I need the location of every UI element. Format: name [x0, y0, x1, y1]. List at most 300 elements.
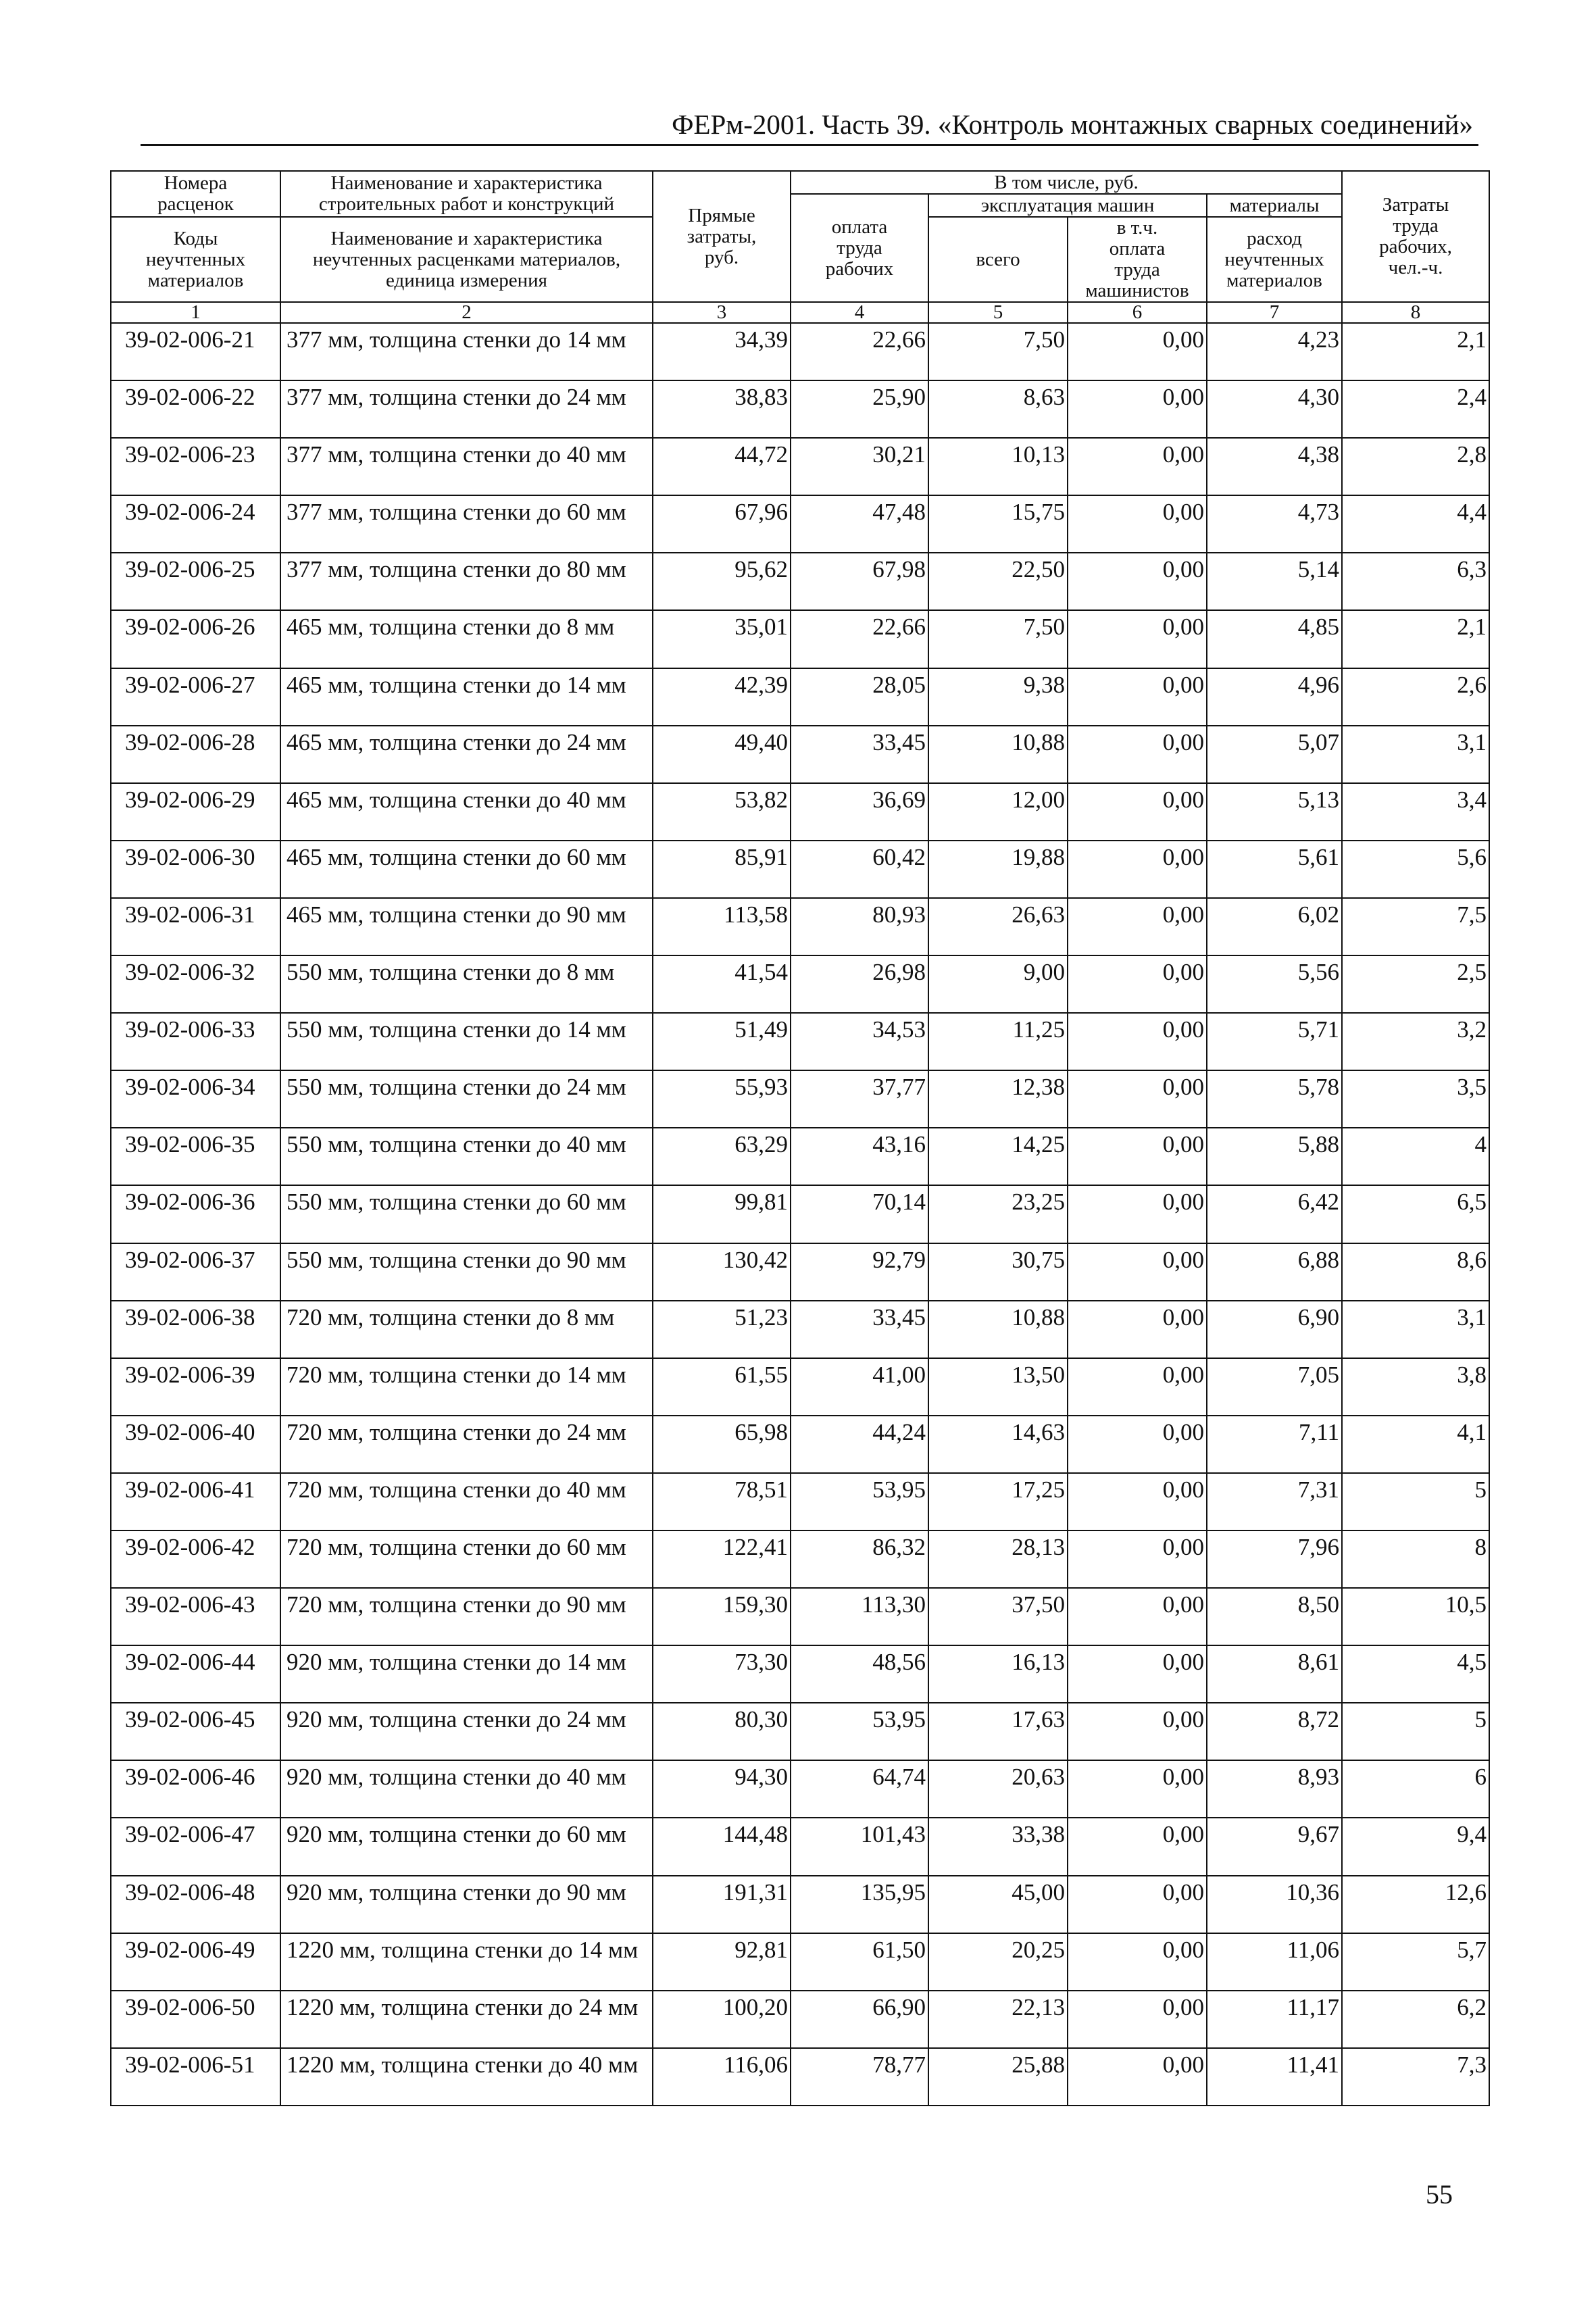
materials-value: 5,56 [1207, 955, 1342, 1013]
direct-costs-value: 53,82 [653, 783, 791, 841]
work-description: 920 мм, толщина стенки до 24 мм [280, 1703, 653, 1760]
work-description: 550 мм, толщина стенки до 24 мм [280, 1070, 653, 1128]
machinists-pay-value: 0,00 [1068, 553, 1207, 610]
table-row [111, 726, 1489, 783]
labor-value: 6 [1342, 1760, 1489, 1818]
machinists-pay-value: 0,00 [1068, 438, 1207, 495]
machines-cost-value: 30,75 [928, 1243, 1068, 1301]
header-including: В том числе, руб. [791, 171, 1342, 194]
table-row [111, 898, 1489, 955]
header-workers-pay [791, 194, 928, 302]
workers-pay-value: 34,53 [791, 1013, 928, 1070]
table-row [111, 1473, 1489, 1530]
column-number: 8 [1342, 302, 1489, 323]
labor-value: 3,4 [1342, 783, 1489, 841]
header-line: Коды [173, 227, 218, 249]
header-materials: материалы [1207, 194, 1342, 217]
materials-value: 8,50 [1207, 1588, 1342, 1645]
header-machinists-pay [1068, 217, 1207, 302]
header-line: труда [1114, 259, 1160, 280]
header-line: Наименование и характеристика [330, 172, 603, 194]
rate-code: 39-02-006-30 [111, 841, 280, 898]
column-number: 5 [928, 302, 1068, 323]
work-description: 377 мм, толщина стенки до 60 мм [280, 495, 653, 553]
machinists-pay-value: 0,00 [1068, 783, 1207, 841]
machines-cost-value: 10,88 [928, 726, 1068, 783]
table-row [111, 1588, 1489, 1645]
header-line: строительных работ и конструкций [318, 193, 615, 215]
machines-cost-value: 9,00 [928, 955, 1068, 1013]
machines-cost-value: 45,00 [928, 1876, 1068, 1933]
header-line: в т.ч. [1116, 217, 1158, 239]
header-machines-total: всего [928, 217, 1068, 302]
table-row [111, 1358, 1489, 1416]
labor-value: 2,4 [1342, 380, 1489, 438]
machinists-pay-value: 0,00 [1068, 1876, 1207, 1933]
machinists-pay-value: 0,00 [1068, 1588, 1207, 1645]
workers-pay-value: 80,93 [791, 898, 928, 955]
direct-costs-value: 80,30 [653, 1703, 791, 1760]
machinists-pay-value: 0,00 [1068, 898, 1207, 955]
rate-code: 39-02-006-51 [111, 2048, 280, 2106]
machines-cost-value: 13,50 [928, 1358, 1068, 1416]
machines-cost-value: 12,38 [928, 1070, 1068, 1128]
machines-cost-value: 7,50 [928, 323, 1068, 380]
rate-code: 39-02-006-49 [111, 1933, 280, 1991]
table-row [111, 783, 1489, 841]
header-line: неучтенных [145, 248, 246, 270]
work-description: 720 мм, толщина стенки до 40 мм [280, 1473, 653, 1530]
table-row [111, 955, 1489, 1013]
column-number: 4 [791, 302, 928, 323]
direct-costs-value: 73,30 [653, 1645, 791, 1703]
machines-cost-value: 37,50 [928, 1588, 1068, 1645]
rate-code: 39-02-006-21 [111, 323, 280, 380]
direct-costs-value: 63,29 [653, 1128, 791, 1185]
rate-code: 39-02-006-23 [111, 438, 280, 495]
labor-value: 3,8 [1342, 1358, 1489, 1416]
work-description: 920 мм, толщина стенки до 40 мм [280, 1760, 653, 1818]
rate-code: 39-02-006-22 [111, 380, 280, 438]
header-line: Затраты [1382, 194, 1449, 216]
table-row [111, 1760, 1489, 1818]
work-description: 720 мм, толщина стенки до 8 мм [280, 1301, 653, 1358]
direct-costs-value: 191,31 [653, 1876, 791, 1933]
direct-costs-value: 122,41 [653, 1530, 791, 1588]
labor-value: 5 [1342, 1473, 1489, 1530]
header-line: материалов [1226, 269, 1322, 291]
work-description: 720 мм, толщина стенки до 90 мм [280, 1588, 653, 1645]
header-line: труда [837, 237, 882, 259]
labor-value: 3,5 [1342, 1070, 1489, 1128]
header-direct-costs [653, 171, 791, 302]
workers-pay-value: 22,66 [791, 323, 928, 380]
column-number: 1 [111, 302, 280, 323]
header-line: руб. [704, 246, 739, 268]
table-row [111, 1301, 1489, 1358]
labor-value: 2,1 [1342, 323, 1489, 380]
rate-code: 39-02-006-39 [111, 1358, 280, 1416]
workers-pay-value: 92,79 [791, 1243, 928, 1301]
table-row [111, 1070, 1489, 1128]
rate-code: 39-02-006-36 [111, 1185, 280, 1243]
rate-code: 39-02-006-34 [111, 1070, 280, 1128]
machinists-pay-value: 0,00 [1068, 1301, 1207, 1358]
workers-pay-value: 60,42 [791, 841, 928, 898]
page-number: 55 [1426, 2179, 1453, 2210]
column-number: 6 [1068, 302, 1207, 323]
labor-value: 12,6 [1342, 1876, 1489, 1933]
direct-costs-value: 85,91 [653, 841, 791, 898]
table-row [111, 841, 1489, 898]
materials-value: 11,06 [1207, 1933, 1342, 1991]
labor-value: 7,3 [1342, 2048, 1489, 2106]
direct-costs-value: 65,98 [653, 1416, 791, 1473]
header-machines: эксплуатация машин [928, 194, 1207, 217]
labor-value: 6,2 [1342, 1991, 1489, 2048]
materials-value: 5,71 [1207, 1013, 1342, 1070]
rate-code: 39-02-006-35 [111, 1128, 280, 1185]
header-labor-costs [1342, 171, 1489, 302]
machinists-pay-value: 0,00 [1068, 955, 1207, 1013]
materials-value: 4,23 [1207, 323, 1342, 380]
machinists-pay-value: 0,00 [1068, 1185, 1207, 1243]
machinists-pay-value: 0,00 [1068, 1818, 1207, 1875]
materials-value: 5,07 [1207, 726, 1342, 783]
header-line: труда [1393, 215, 1439, 237]
machines-cost-value: 25,88 [928, 2048, 1068, 2106]
work-description: 465 мм, толщина стенки до 90 мм [280, 898, 653, 955]
work-description: 1220 мм, толщина стенки до 24 мм [280, 1991, 653, 2048]
direct-costs-value: 144,48 [653, 1818, 791, 1875]
table-row [111, 1243, 1489, 1301]
work-description: 920 мм, толщина стенки до 60 мм [280, 1818, 653, 1875]
table-row [111, 1818, 1489, 1875]
table-row [111, 1645, 1489, 1703]
machinists-pay-value: 0,00 [1068, 1358, 1207, 1416]
rate-code: 39-02-006-47 [111, 1818, 280, 1875]
workers-pay-value: 33,45 [791, 726, 928, 783]
labor-value: 4,4 [1342, 495, 1489, 553]
table-row [111, 1013, 1489, 1070]
header-material-names [280, 217, 653, 302]
table-row [111, 1416, 1489, 1473]
header-line: оплата [831, 216, 888, 238]
header-line: рабочих [825, 257, 894, 280]
header-line: единица измерения [386, 269, 547, 291]
rate-code: 39-02-006-43 [111, 1588, 280, 1645]
direct-costs-value: 116,06 [653, 2048, 791, 2106]
labor-value: 5,7 [1342, 1933, 1489, 1991]
workers-pay-value: 48,56 [791, 1645, 928, 1703]
labor-value: 7,5 [1342, 898, 1489, 955]
direct-costs-value: 130,42 [653, 1243, 791, 1301]
workers-pay-value: 66,90 [791, 1991, 928, 2048]
machines-cost-value: 7,50 [928, 610, 1068, 668]
table-header [111, 171, 1489, 323]
machines-cost-value: 8,63 [928, 380, 1068, 438]
labor-value: 8 [1342, 1530, 1489, 1588]
header-line: неучтенных [1224, 248, 1324, 270]
workers-pay-value: 113,30 [791, 1588, 928, 1645]
materials-value: 4,30 [1207, 380, 1342, 438]
machines-cost-value: 15,75 [928, 495, 1068, 553]
machinists-pay-value: 0,00 [1068, 1991, 1207, 2048]
machines-cost-value: 14,63 [928, 1416, 1068, 1473]
workers-pay-value: 26,98 [791, 955, 928, 1013]
table-row [111, 553, 1489, 610]
header-line: неучтенных расценками материалов, [312, 248, 621, 270]
labor-value: 5 [1342, 1703, 1489, 1760]
direct-costs-value: 44,72 [653, 438, 791, 495]
materials-value: 6,88 [1207, 1243, 1342, 1301]
materials-value: 5,88 [1207, 1128, 1342, 1185]
header-line: оплата [1109, 238, 1166, 259]
materials-value: 4,73 [1207, 495, 1342, 553]
materials-value: 8,61 [1207, 1645, 1342, 1703]
workers-pay-value: 41,00 [791, 1358, 928, 1416]
work-description: 465 мм, толщина стенки до 8 мм [280, 610, 653, 668]
materials-value: 6,02 [1207, 898, 1342, 955]
machines-cost-value: 12,00 [928, 783, 1068, 841]
header-materials-consumption [1207, 217, 1342, 302]
table-row [111, 1703, 1489, 1760]
table-row [111, 1530, 1489, 1588]
rate-code: 39-02-006-33 [111, 1013, 280, 1070]
work-description: 550 мм, толщина стенки до 8 мм [280, 955, 653, 1013]
materials-value: 5,14 [1207, 553, 1342, 610]
work-description: 1220 мм, толщина стенки до 40 мм [280, 2048, 653, 2106]
machines-cost-value: 22,50 [928, 553, 1068, 610]
machines-cost-value: 23,25 [928, 1185, 1068, 1243]
table-row [111, 438, 1489, 495]
direct-costs-value: 159,30 [653, 1588, 791, 1645]
machinists-pay-value: 0,00 [1068, 495, 1207, 553]
header-line: расценок [157, 193, 234, 215]
labor-value: 6,3 [1342, 553, 1489, 610]
rate-code: 39-02-006-26 [111, 610, 280, 668]
work-description: 720 мм, толщина стенки до 14 мм [280, 1358, 653, 1416]
machinists-pay-value: 0,00 [1068, 610, 1207, 668]
materials-value: 7,05 [1207, 1358, 1342, 1416]
direct-costs-value: 38,83 [653, 380, 791, 438]
materials-value: 6,42 [1207, 1185, 1342, 1243]
labor-value: 2,5 [1342, 955, 1489, 1013]
machinists-pay-value: 0,00 [1068, 1416, 1207, 1473]
labor-value: 4,5 [1342, 1645, 1489, 1703]
table-row [111, 610, 1489, 668]
column-number: 3 [653, 302, 791, 323]
work-description: 920 мм, толщина стенки до 14 мм [280, 1645, 653, 1703]
rate-code: 39-02-006-45 [111, 1703, 280, 1760]
workers-pay-value: 25,90 [791, 380, 928, 438]
table-row [111, 1933, 1489, 1991]
rate-code: 39-02-006-29 [111, 783, 280, 841]
machinists-pay-value: 0,00 [1068, 1645, 1207, 1703]
header-rule [141, 144, 1478, 146]
header-material-codes [111, 217, 280, 302]
machinists-pay-value: 0,00 [1068, 1473, 1207, 1530]
workers-pay-value: 70,14 [791, 1185, 928, 1243]
machines-cost-value: 20,25 [928, 1933, 1068, 1991]
work-description: 550 мм, толщина стенки до 40 мм [280, 1128, 653, 1185]
rate-code: 39-02-006-50 [111, 1991, 280, 2048]
labor-value: 2,8 [1342, 438, 1489, 495]
rate-code: 39-02-006-38 [111, 1301, 280, 1358]
rate-code: 39-02-006-41 [111, 1473, 280, 1530]
materials-value: 4,85 [1207, 610, 1342, 668]
machinists-pay-value: 0,00 [1068, 1530, 1207, 1588]
work-description: 550 мм, толщина стенки до 90 мм [280, 1243, 653, 1301]
header-rate-numbers [111, 171, 280, 217]
table-row [111, 495, 1489, 553]
table-row [111, 380, 1489, 438]
workers-pay-value: 101,43 [791, 1818, 928, 1875]
machines-cost-value: 17,63 [928, 1703, 1068, 1760]
work-description: 377 мм, толщина стенки до 14 мм [280, 323, 653, 380]
machinists-pay-value: 0,00 [1068, 1933, 1207, 1991]
workers-pay-value: 43,16 [791, 1128, 928, 1185]
labor-value: 9,4 [1342, 1818, 1489, 1875]
table-row [111, 1991, 1489, 2048]
workers-pay-value: 135,95 [791, 1876, 928, 1933]
column-number: 7 [1207, 302, 1342, 323]
direct-costs-value: 41,54 [653, 955, 791, 1013]
machines-cost-value: 10,88 [928, 1301, 1068, 1358]
header-line: затраты, [687, 225, 757, 247]
rate-code: 39-02-006-25 [111, 553, 280, 610]
header-work-name [280, 171, 653, 217]
machinists-pay-value: 0,00 [1068, 2048, 1207, 2106]
work-description: 377 мм, толщина стенки до 24 мм [280, 380, 653, 438]
work-description: 377 мм, толщина стенки до 40 мм [280, 438, 653, 495]
machines-cost-value: 33,38 [928, 1818, 1068, 1875]
labor-value: 4,1 [1342, 1416, 1489, 1473]
work-description: 465 мм, толщина стенки до 24 мм [280, 726, 653, 783]
rate-code: 39-02-006-46 [111, 1760, 280, 1818]
labor-value: 3,1 [1342, 726, 1489, 783]
workers-pay-value: 53,95 [791, 1703, 928, 1760]
materials-value: 5,61 [1207, 841, 1342, 898]
machinists-pay-value: 0,00 [1068, 726, 1207, 783]
materials-value: 5,78 [1207, 1070, 1342, 1128]
direct-costs-value: 67,96 [653, 495, 791, 553]
header-line: материалов [147, 269, 244, 291]
work-description: 377 мм, толщина стенки до 80 мм [280, 553, 653, 610]
workers-pay-value: 78,77 [791, 2048, 928, 2106]
labor-value: 8,6 [1342, 1243, 1489, 1301]
header-line: Прямые [688, 204, 755, 226]
direct-costs-value: 34,39 [653, 323, 791, 380]
header-line: машинистов [1085, 280, 1189, 301]
materials-value: 9,67 [1207, 1818, 1342, 1875]
work-description: 550 мм, толщина стенки до 60 мм [280, 1185, 653, 1243]
machinists-pay-value: 0,00 [1068, 841, 1207, 898]
machines-cost-value: 28,13 [928, 1530, 1068, 1588]
machinists-pay-value: 0,00 [1068, 323, 1207, 380]
materials-value: 10,36 [1207, 1876, 1342, 1933]
machinists-pay-value: 0,00 [1068, 1703, 1207, 1760]
header-line: Номера [164, 172, 228, 194]
table-row [111, 668, 1489, 726]
rate-code: 39-02-006-24 [111, 495, 280, 553]
work-description: 465 мм, толщина стенки до 40 мм [280, 783, 653, 841]
direct-costs-value: 100,20 [653, 1991, 791, 2048]
table-row [111, 1128, 1489, 1185]
labor-value: 2,6 [1342, 668, 1489, 726]
direct-costs-value: 49,40 [653, 726, 791, 783]
workers-pay-value: 28,05 [791, 668, 928, 726]
direct-costs-value: 42,39 [653, 668, 791, 726]
labor-value: 3,1 [1342, 1301, 1489, 1358]
labor-value: 3,2 [1342, 1013, 1489, 1070]
column-number-row [111, 302, 1489, 323]
materials-value: 8,93 [1207, 1760, 1342, 1818]
header-line: Наименование и характеристика [330, 227, 603, 249]
machinists-pay-value: 0,00 [1068, 668, 1207, 726]
workers-pay-value: 67,98 [791, 553, 928, 610]
rate-code: 39-02-006-31 [111, 898, 280, 955]
table-body [111, 323, 1489, 2106]
header-line: расход [1247, 227, 1302, 249]
materials-value: 8,72 [1207, 1703, 1342, 1760]
direct-costs-value: 95,62 [653, 553, 791, 610]
work-description: 550 мм, толщина стенки до 14 мм [280, 1013, 653, 1070]
column-number: 2 [280, 302, 653, 323]
rate-code: 39-02-006-28 [111, 726, 280, 783]
direct-costs-value: 35,01 [653, 610, 791, 668]
rates-table [110, 170, 1490, 2106]
work-description: 465 мм, толщина стенки до 14 мм [280, 668, 653, 726]
machinists-pay-value: 0,00 [1068, 1013, 1207, 1070]
machines-cost-value: 16,13 [928, 1645, 1068, 1703]
direct-costs-value: 61,55 [653, 1358, 791, 1416]
machines-cost-value: 26,63 [928, 898, 1068, 955]
workers-pay-value: 33,45 [791, 1301, 928, 1358]
machinists-pay-value: 0,00 [1068, 1128, 1207, 1185]
work-description: 720 мм, толщина стенки до 24 мм [280, 1416, 653, 1473]
machinists-pay-value: 0,00 [1068, 380, 1207, 438]
rate-code: 39-02-006-44 [111, 1645, 280, 1703]
workers-pay-value: 64,74 [791, 1760, 928, 1818]
rate-code: 39-02-006-37 [111, 1243, 280, 1301]
workers-pay-value: 86,32 [791, 1530, 928, 1588]
work-description: 1220 мм, толщина стенки до 14 мм [280, 1933, 653, 1991]
work-description: 720 мм, толщина стенки до 60 мм [280, 1530, 653, 1588]
rate-code: 39-02-006-32 [111, 955, 280, 1013]
machinists-pay-value: 0,00 [1068, 1070, 1207, 1128]
page-header: ФЕРм-2001. Часть 39. «Контроль монтажных сварных соединений» [672, 109, 1473, 140]
machinists-pay-value: 0,00 [1068, 1760, 1207, 1818]
machines-cost-value: 17,25 [928, 1473, 1068, 1530]
machines-cost-value: 22,13 [928, 1991, 1068, 2048]
direct-costs-value: 92,81 [653, 1933, 791, 1991]
labor-value: 10,5 [1342, 1588, 1489, 1645]
direct-costs-value: 51,23 [653, 1301, 791, 1358]
work-description: 920 мм, толщина стенки до 90 мм [280, 1876, 653, 1933]
machines-cost-value: 9,38 [928, 668, 1068, 726]
rate-code: 39-02-006-48 [111, 1876, 280, 1933]
direct-costs-value: 55,93 [653, 1070, 791, 1128]
workers-pay-value: 53,95 [791, 1473, 928, 1530]
machines-cost-value: 14,25 [928, 1128, 1068, 1185]
materials-value: 7,31 [1207, 1473, 1342, 1530]
labor-value: 5,6 [1342, 841, 1489, 898]
machines-cost-value: 10,13 [928, 438, 1068, 495]
workers-pay-value: 30,21 [791, 438, 928, 495]
materials-value: 7,11 [1207, 1416, 1342, 1473]
table-row [111, 1185, 1489, 1243]
